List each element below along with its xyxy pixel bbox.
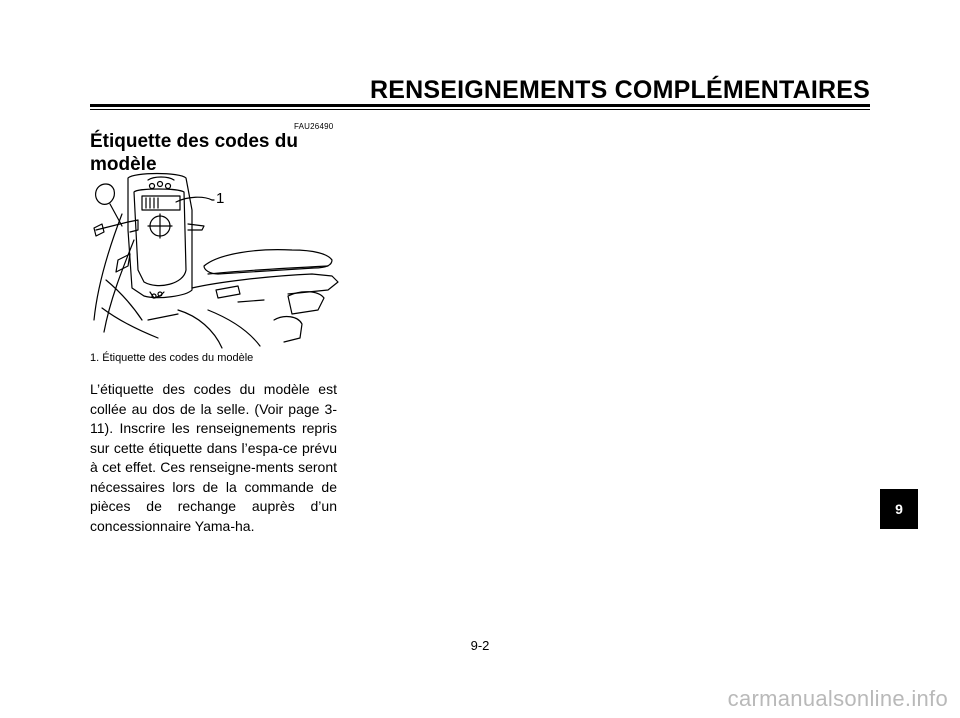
section-title: Étiquette des codes du modèle [90,131,298,175]
page-header-title: RENSEIGNEMENTS COMPLÉMENTAIRES [369,76,870,104]
figure-callout-1: 1 [216,190,225,207]
reference-code: FAU26490 [294,122,334,131]
chapter-tab: 9 [880,489,918,529]
header-rule-thick [90,104,870,107]
figure-caption: 1. Étiquette des codes du modèle [90,352,254,364]
body-paragraph: L’étiquette des codes du modèle est collée au dos de la selle. (Voir page 3-11). Inscrire les renseignements repris sur cette étiquette dans l’espa-ce prévu à cet effet. Ces renseigne-ments seront nécessaires lors de la commande de pièces de rechange auprès d’un concessionnaire Yama-ha. [90,381,337,534]
watermark: carmanualsonline.info [727,686,948,711]
scooter-seat-illustration [88,170,340,350]
header-rule-thin [90,109,870,110]
page-number: 9-2 [470,638,490,653]
